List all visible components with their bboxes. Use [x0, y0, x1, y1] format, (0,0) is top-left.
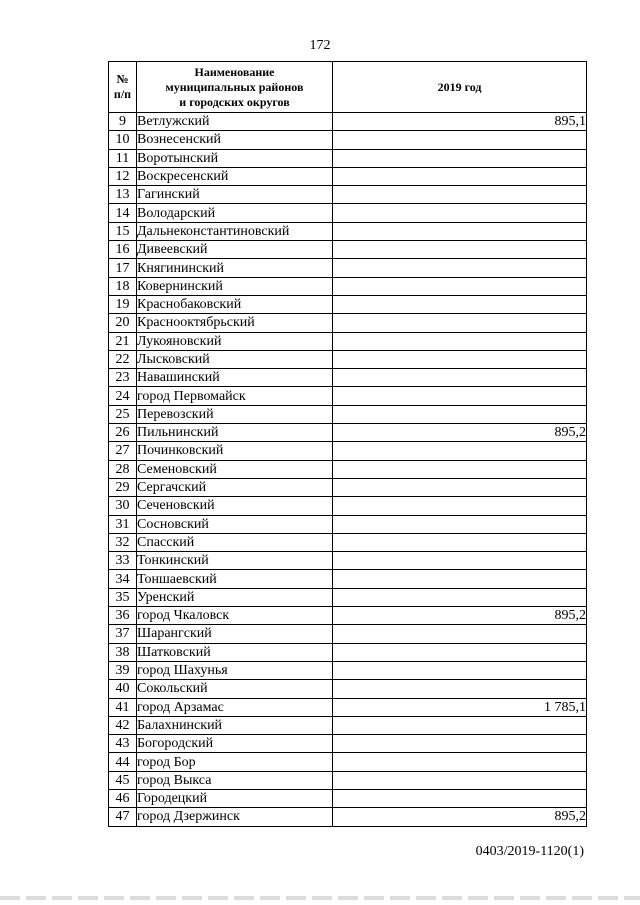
row-value-2019 — [333, 314, 587, 332]
row-value-2019 — [333, 442, 587, 460]
table-row — [109, 698, 587, 716]
table-row — [109, 716, 587, 734]
row-district-name: Сергачский — [137, 478, 333, 496]
table-row — [109, 222, 587, 240]
row-number: 11 — [109, 149, 137, 167]
table-row — [109, 588, 587, 606]
table-row — [109, 387, 587, 405]
table-row — [109, 131, 587, 149]
row-value-2019 — [333, 259, 587, 277]
row-number: 32 — [109, 533, 137, 551]
table-row — [109, 350, 587, 368]
row-district-name: Балахнинский — [137, 716, 333, 734]
row-district-name: Ковернинский — [137, 277, 333, 295]
row-value-2019 — [333, 167, 587, 185]
table-row — [109, 478, 587, 496]
table-row — [109, 661, 587, 679]
row-number: 26 — [109, 424, 137, 442]
row-number: 40 — [109, 680, 137, 698]
table-row — [109, 552, 587, 570]
row-value-2019: 895,1 — [333, 113, 587, 131]
table-row — [109, 771, 587, 789]
row-district-name: город Первомайск — [137, 387, 333, 405]
table-row — [109, 497, 587, 515]
table-row — [109, 149, 587, 167]
row-district-name: Дивеевский — [137, 241, 333, 259]
row-value-2019 — [333, 332, 587, 350]
row-number: 9 — [109, 113, 137, 131]
row-number: 43 — [109, 735, 137, 753]
row-value-2019 — [333, 387, 587, 405]
row-value-2019 — [333, 533, 587, 551]
row-number: 15 — [109, 222, 137, 240]
row-value-2019 — [333, 405, 587, 423]
row-district-name: Спасский — [137, 533, 333, 551]
row-value-2019 — [333, 295, 587, 313]
table-header-row — [109, 62, 587, 113]
row-value-2019 — [333, 625, 587, 643]
row-number: 25 — [109, 405, 137, 423]
allocation-table — [108, 61, 587, 827]
table-row — [109, 277, 587, 295]
table-row — [109, 204, 587, 222]
table-row — [109, 753, 587, 771]
row-district-name: город Чкаловск — [137, 607, 333, 625]
row-number: 23 — [109, 369, 137, 387]
row-district-name: Городецкий — [137, 789, 333, 807]
row-value-2019: 1 785,1 — [333, 698, 587, 716]
row-number: 45 — [109, 771, 137, 789]
row-number: 21 — [109, 332, 137, 350]
table-row — [109, 607, 587, 625]
row-value-2019 — [333, 241, 587, 259]
row-value-2019 — [333, 753, 587, 771]
row-district-name: Вознесенский — [137, 131, 333, 149]
row-district-name: Семеновский — [137, 460, 333, 478]
row-number: 35 — [109, 588, 137, 606]
row-value-2019 — [333, 478, 587, 496]
row-value-2019 — [333, 350, 587, 368]
row-value-2019 — [333, 515, 587, 533]
row-number: 20 — [109, 314, 137, 332]
row-value-2019 — [333, 735, 587, 753]
row-value-2019 — [333, 131, 587, 149]
row-number: 31 — [109, 515, 137, 533]
row-value-2019: 895,2 — [333, 808, 587, 826]
table-row — [109, 533, 587, 551]
row-district-name: город Арзамас — [137, 698, 333, 716]
row-number: 36 — [109, 607, 137, 625]
row-value-2019 — [333, 222, 587, 240]
table-row — [109, 680, 587, 698]
row-district-name: Володарский — [137, 204, 333, 222]
table-row — [109, 167, 587, 185]
row-district-name: Краснобаковский — [137, 295, 333, 313]
header-num: № п/п — [109, 62, 137, 113]
row-district-name: Богородский — [137, 735, 333, 753]
row-number: 22 — [109, 350, 137, 368]
row-value-2019 — [333, 661, 587, 679]
row-district-name: Сосновский — [137, 515, 333, 533]
row-number: 16 — [109, 241, 137, 259]
row-value-2019 — [333, 369, 587, 387]
scan-artifact-line — [0, 896, 640, 900]
table-row — [109, 332, 587, 350]
table-row — [109, 460, 587, 478]
row-number: 29 — [109, 478, 137, 496]
table-row — [109, 625, 587, 643]
row-number: 39 — [109, 661, 137, 679]
row-district-name: Лукояновский — [137, 332, 333, 350]
row-district-name: Лысковский — [137, 350, 333, 368]
row-number: 30 — [109, 497, 137, 515]
row-district-name: Воскресенский — [137, 167, 333, 185]
row-district-name: город Бор — [137, 753, 333, 771]
row-district-name: Княгининский — [137, 259, 333, 277]
row-number: 46 — [109, 789, 137, 807]
table-row — [109, 369, 587, 387]
row-value-2019: 895,2 — [333, 607, 587, 625]
table-row — [109, 241, 587, 259]
row-district-name: город Шахунья — [137, 661, 333, 679]
row-district-name: Навашинский — [137, 369, 333, 387]
document-code: 0403/2019-1120(1) — [475, 844, 584, 859]
row-number: 27 — [109, 442, 137, 460]
row-district-name: Краснооктябрьский — [137, 314, 333, 332]
table-row — [109, 405, 587, 423]
row-value-2019 — [333, 460, 587, 478]
row-number: 28 — [109, 460, 137, 478]
table-row — [109, 113, 587, 131]
row-number: 19 — [109, 295, 137, 313]
page-number: 172 — [309, 38, 331, 53]
row-district-name: Тонкинский — [137, 552, 333, 570]
row-number: 41 — [109, 698, 137, 716]
row-district-name: Перевозский — [137, 405, 333, 423]
table-row — [109, 259, 587, 277]
row-value-2019 — [333, 552, 587, 570]
row-value-2019 — [333, 149, 587, 167]
row-district-name: Дальнеконстантиновский — [137, 222, 333, 240]
row-value-2019 — [333, 497, 587, 515]
table-row — [109, 735, 587, 753]
row-value-2019 — [333, 204, 587, 222]
row-district-name: город Дзержинск — [137, 808, 333, 826]
row-value-2019: 895,2 — [333, 424, 587, 442]
row-district-name: Шарангский — [137, 625, 333, 643]
row-number: 38 — [109, 643, 137, 661]
row-value-2019 — [333, 277, 587, 295]
table-row — [109, 186, 587, 204]
row-district-name: Уренский — [137, 588, 333, 606]
row-number: 18 — [109, 277, 137, 295]
row-number: 24 — [109, 387, 137, 405]
table-row — [109, 442, 587, 460]
row-district-name: Сокольский — [137, 680, 333, 698]
table-row — [109, 424, 587, 442]
row-value-2019 — [333, 680, 587, 698]
table-row — [109, 515, 587, 533]
table-row — [109, 808, 587, 826]
row-district-name: Тоншаевский — [137, 570, 333, 588]
row-district-name: Гагинский — [137, 186, 333, 204]
row-number: 47 — [109, 808, 137, 826]
row-number: 10 — [109, 131, 137, 149]
row-district-name: город Выкса — [137, 771, 333, 789]
table-row — [109, 295, 587, 313]
row-number: 33 — [109, 552, 137, 570]
row-district-name: Воротынский — [137, 149, 333, 167]
row-number: 37 — [109, 625, 137, 643]
row-district-name: Починковский — [137, 442, 333, 460]
row-district-name: Сеченовский — [137, 497, 333, 515]
row-value-2019 — [333, 789, 587, 807]
row-number: 17 — [109, 259, 137, 277]
row-number: 44 — [109, 753, 137, 771]
row-number: 14 — [109, 204, 137, 222]
table-row — [109, 570, 587, 588]
row-value-2019 — [333, 570, 587, 588]
row-number: 34 — [109, 570, 137, 588]
table-row — [109, 789, 587, 807]
table-body — [109, 113, 587, 827]
row-number: 12 — [109, 167, 137, 185]
table-row — [109, 643, 587, 661]
row-district-name: Шатковский — [137, 643, 333, 661]
table-row — [109, 314, 587, 332]
row-number: 42 — [109, 716, 137, 734]
row-number: 13 — [109, 186, 137, 204]
row-value-2019 — [333, 186, 587, 204]
header-year: 2019 год — [333, 62, 587, 113]
row-district-name: Пильнинский — [137, 424, 333, 442]
row-district-name: Ветлужский — [137, 113, 333, 131]
row-value-2019 — [333, 643, 587, 661]
row-value-2019 — [333, 588, 587, 606]
row-value-2019 — [333, 771, 587, 789]
header-name: Наименование муниципальных районов и городских округов — [137, 62, 333, 113]
row-value-2019 — [333, 716, 587, 734]
